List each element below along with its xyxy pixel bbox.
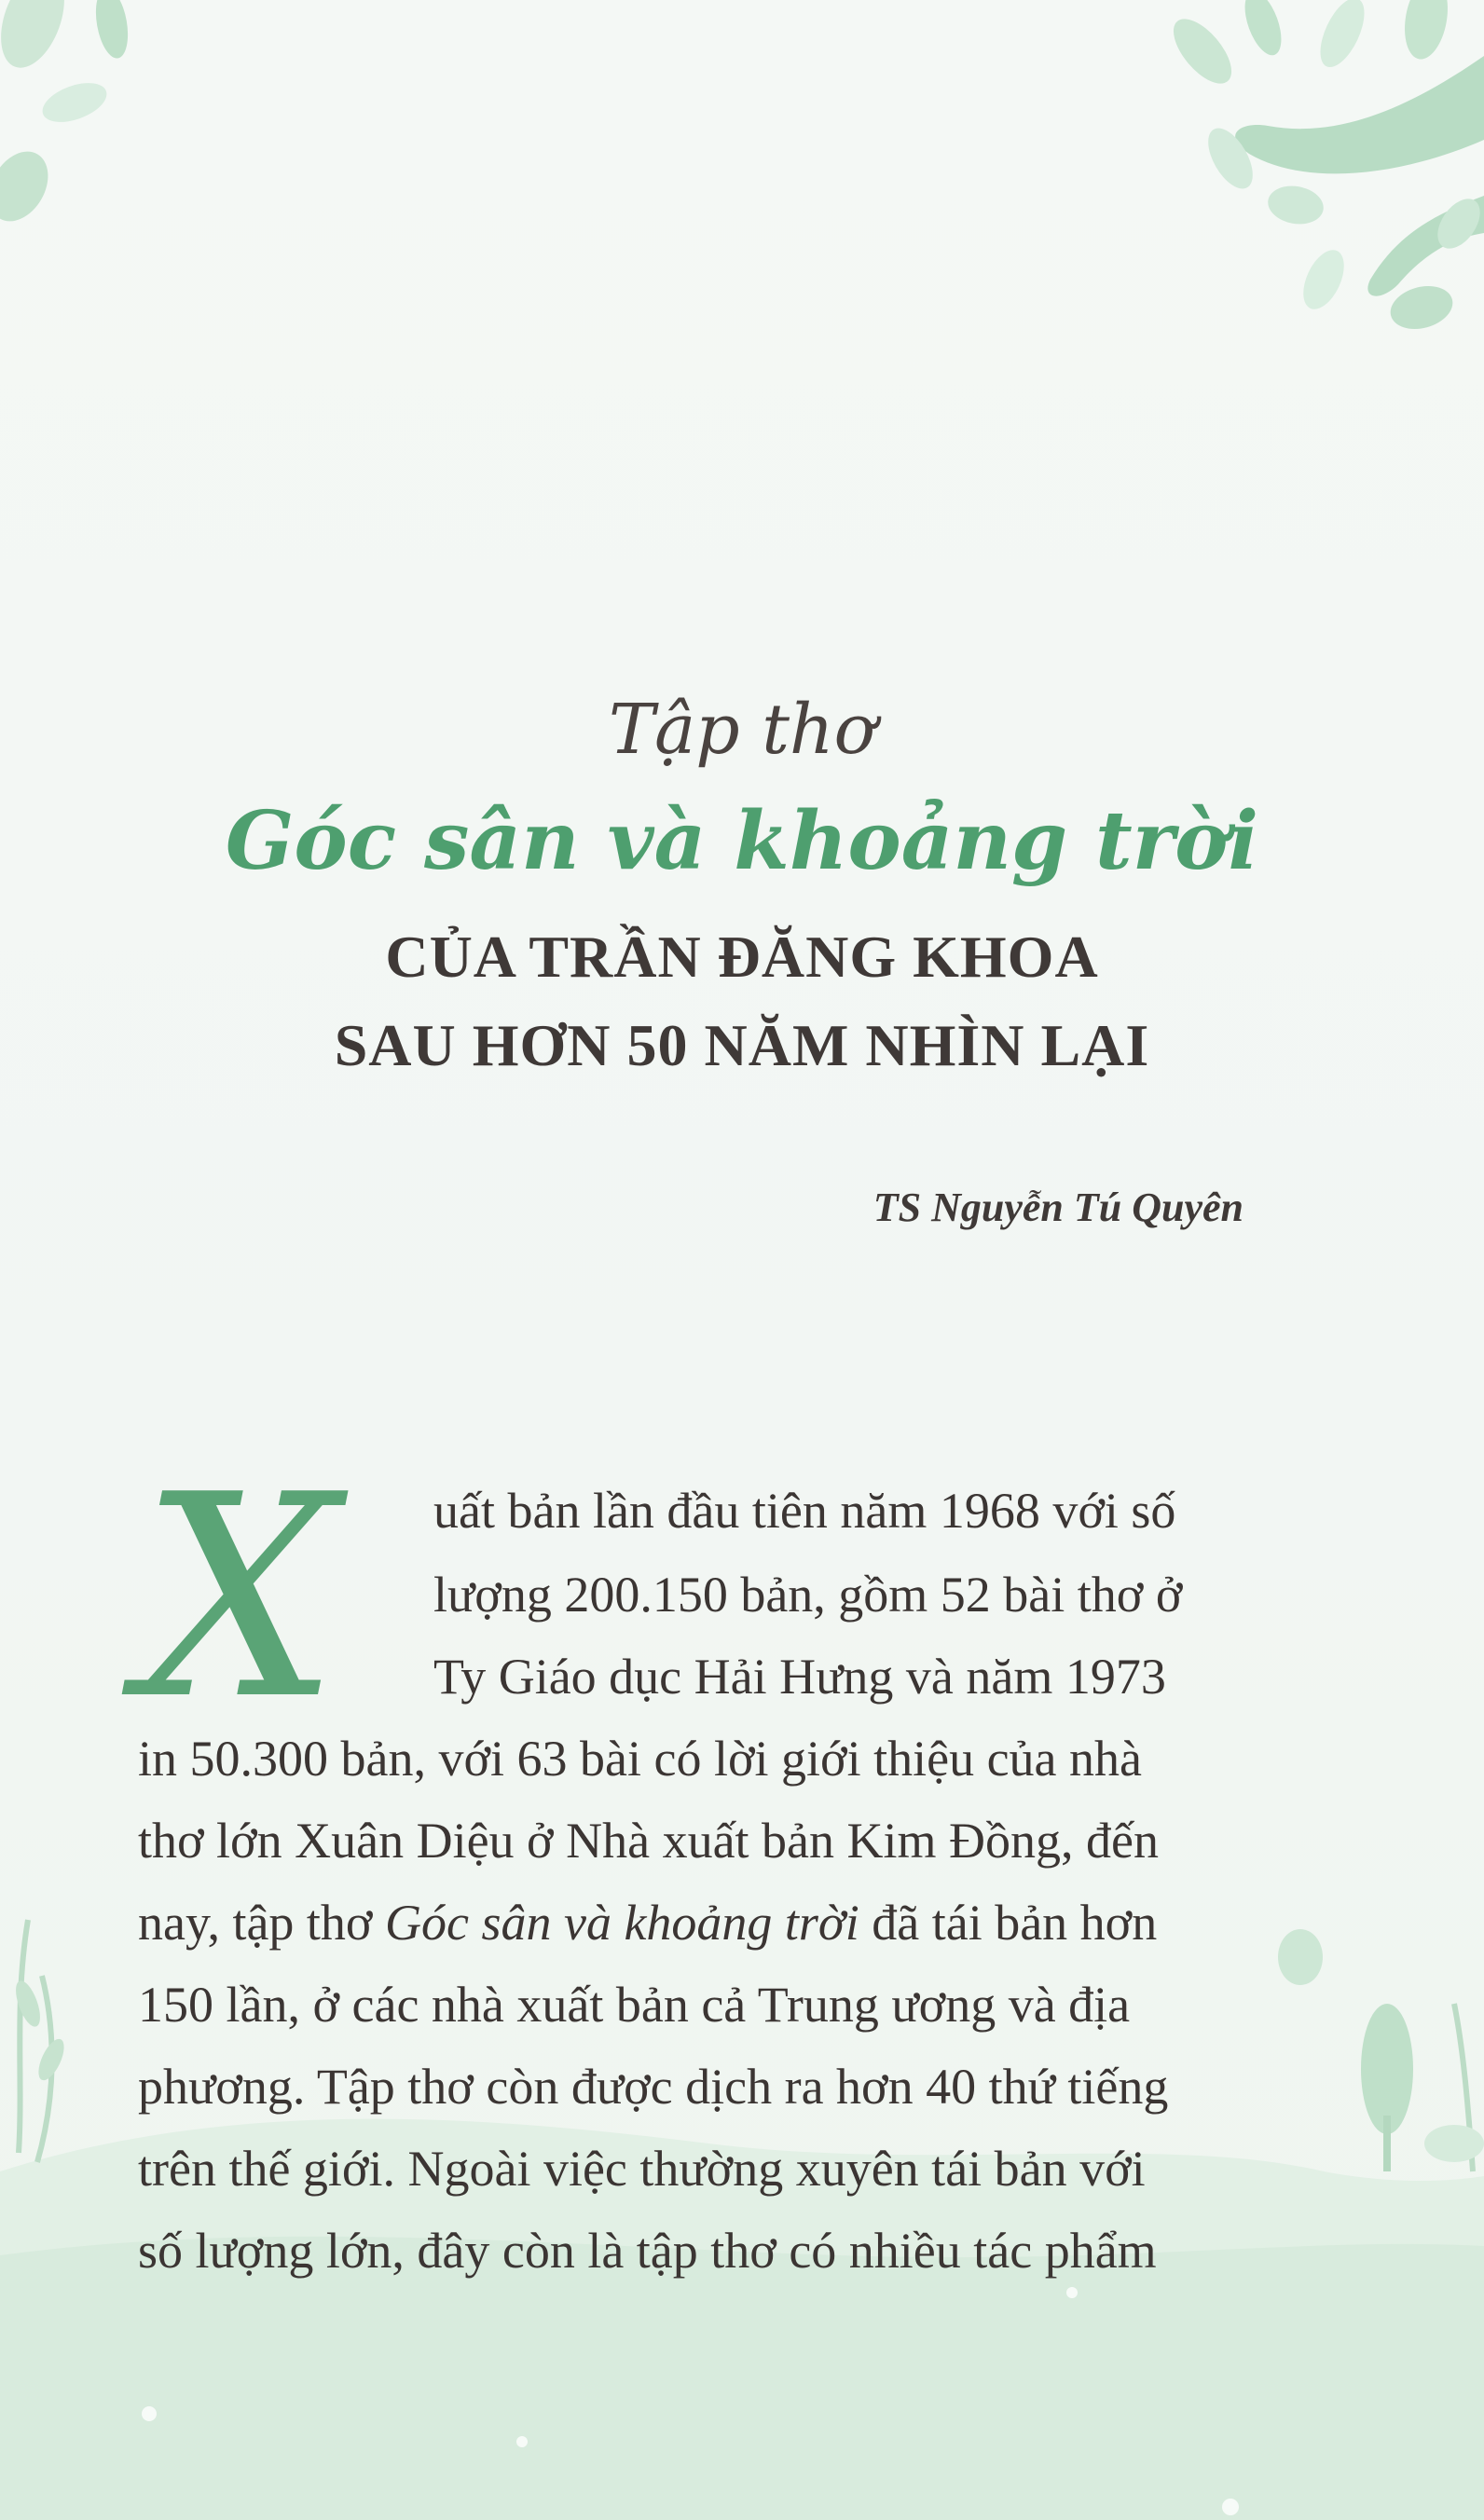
body-line: thơ lớn Xuân Diệu ở Nhà xuất bản Kim Đồng, đến <box>138 1813 1159 1869</box>
drop-cap: X <box>140 1435 339 1760</box>
body-line: Ty Giáo dục Hải Hưng và năm 1973 <box>433 1649 1166 1705</box>
book-title-inline: Góc sân và khoảng trời <box>385 1895 859 1951</box>
subtitle-line-1: CỦA TRẦN ĐĂNG KHOA <box>385 924 1099 990</box>
body-line-end: đã tái bản hơn <box>859 1895 1158 1951</box>
body-line: lượng 200.150 bản, gồm 52 bài thơ ở <box>433 1567 1183 1623</box>
body-line: uất bản lần đầu tiên năm 1968 với số <box>433 1483 1176 1539</box>
body-line: 150 lần, ở các nhà xuất bản cả Trung ương và địa <box>138 1977 1131 2033</box>
book-title: Góc sân và khoảng trời <box>225 794 1259 888</box>
kicker-text: Tập thơ <box>608 690 876 770</box>
body-line-start: nay, tập thơ <box>138 1895 385 1951</box>
body-line <box>138 1894 1157 1952</box>
body-line: trên thế giới. Ngoài việc thường xuyên tái bản với <box>138 2141 1146 2197</box>
body-line: số lượng lớn, đây còn là tập thơ có nhiều tác phẩm <box>138 2223 1157 2279</box>
subtitle-line-2: SAU HƠN 50 NĂM NHÌN LẠI <box>334 1012 1150 1078</box>
body-line: in 50.300 bản, với 63 bài có lời giới thiệu của nhà <box>138 1731 1142 1787</box>
body-line: phương. Tập thơ còn được dịch ra hơn 40 thứ tiếng <box>138 2059 1169 2115</box>
author-name: TS Nguyễn Tú Quyên <box>873 1185 1244 1230</box>
